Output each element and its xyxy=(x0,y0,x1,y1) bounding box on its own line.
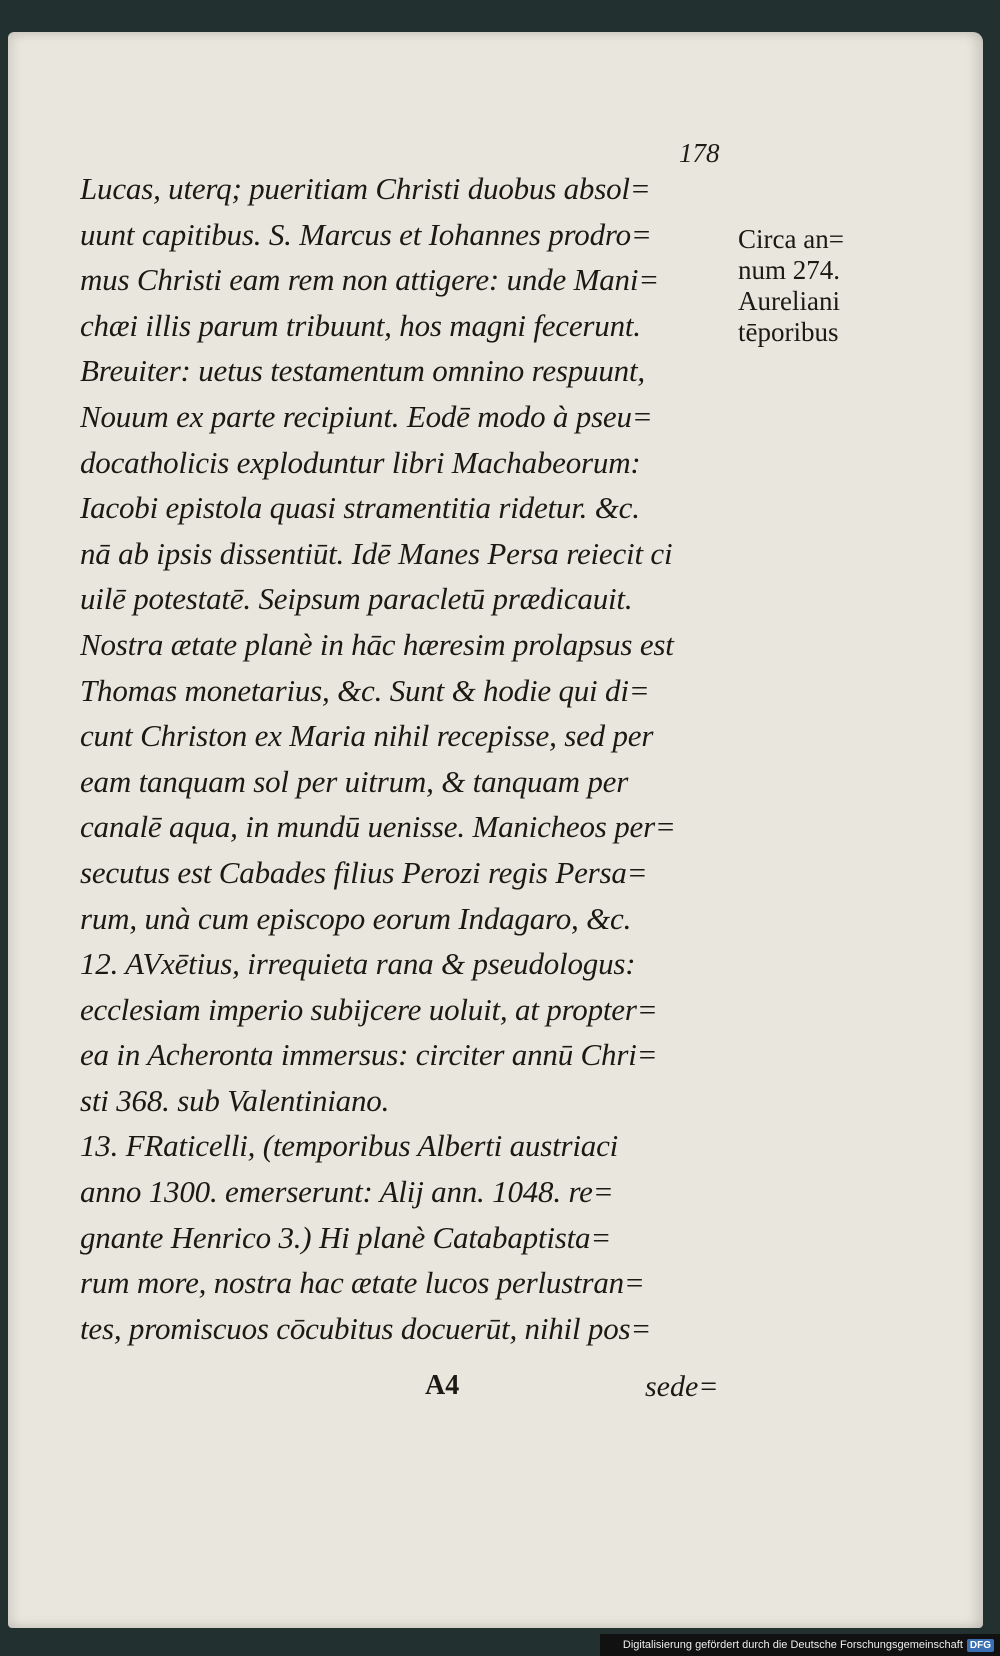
footer-text: Digitalisierung gefördert durch die Deutsche Forschungsgemeinschaft xyxy=(622,1639,963,1651)
text-line: Thomas monetarius, &c. Sunt & hodie qui di= xyxy=(80,672,650,708)
text-line: 13. FRaticelli, (temporibus Alberti austriaci xyxy=(80,1128,619,1164)
text-line: rum, unà cum episcopo eorum Indagaro, &c. xyxy=(80,900,632,936)
margin-note-line: Circa an= xyxy=(738,224,844,254)
text-line: cunt Christon ex Maria nihil recepisse, sed per xyxy=(80,718,654,754)
text-line: eam tanquam sol per uitrum, & tanquam per xyxy=(80,763,629,799)
text-line: anno 1300. emerserunt: Alij ann. 1048. re= xyxy=(80,1174,614,1210)
footer-bar xyxy=(600,1634,1000,1656)
text-line: Breuiter: uetus testamentum omnino respuunt, xyxy=(80,353,645,389)
text-line: ea in Acheronta immersus: circiter annū Chri= xyxy=(80,1037,658,1073)
main-text xyxy=(80,166,740,1351)
text-line: Iacobi epistola quasi stramentitia ridetur. &c. xyxy=(80,490,640,526)
text-line: Lucas, uterq; pueritiam Christi duobus absol= xyxy=(80,171,651,206)
text-line: Nostra ætate planè in hāc hæresim prolapsus est xyxy=(80,626,674,662)
signature-mark: A4 xyxy=(425,1370,460,1401)
text-line: canalē aqua, in mundū uenisse. Manicheos per= xyxy=(80,809,676,845)
text-line: Nouum ex parte recipiunt. Eodē modo à pseu= xyxy=(80,398,653,434)
dfg-logo: DFG xyxy=(967,1639,994,1652)
text-line: docatholicis exploduntur libri Machabeorum: xyxy=(80,444,641,480)
text-line: gnante Henrico 3.) Hi planè Catabaptista= xyxy=(80,1219,612,1255)
margin-note-line: tēporibus xyxy=(738,317,839,347)
margin-note-line: num 274. xyxy=(738,255,841,285)
page-number: 178 xyxy=(679,138,720,168)
text-line: secutus est Cabades filius Perozi regis Persa= xyxy=(80,854,648,890)
margin-note xyxy=(738,224,888,348)
catchword: sede= xyxy=(645,1370,719,1403)
text-line: 12. AVxētius, irrequieta rana & pseudologus: xyxy=(80,946,636,982)
text-line: ecclesiam imperio subijcere uoluit, at propter= xyxy=(80,991,658,1027)
text-line: uunt capitibus. S. Marcus et Iohannes prodro= xyxy=(80,216,652,252)
text-line: uilē potestatē. Seipsum paracletū prædicauit. xyxy=(80,581,633,617)
text-line: nā ab ipsis dissentiūt. Idē Manes Persa reiecit ci xyxy=(80,535,673,571)
text-line: tes, promiscuos cōcubitus docuerūt, nihil pos= xyxy=(80,1310,652,1346)
text-line: chæi illis parum tribuunt, hos magni fecerunt. xyxy=(80,307,641,343)
text-line: rum more, nostra hac ætate lucos perlustran= xyxy=(80,1265,645,1301)
margin-note-line: Aureliani xyxy=(738,286,840,316)
text-line: mus Christi eam rem non attigere: unde Mani= xyxy=(80,262,659,298)
text-line: sti 368. sub Valentiniano. xyxy=(80,1082,390,1118)
